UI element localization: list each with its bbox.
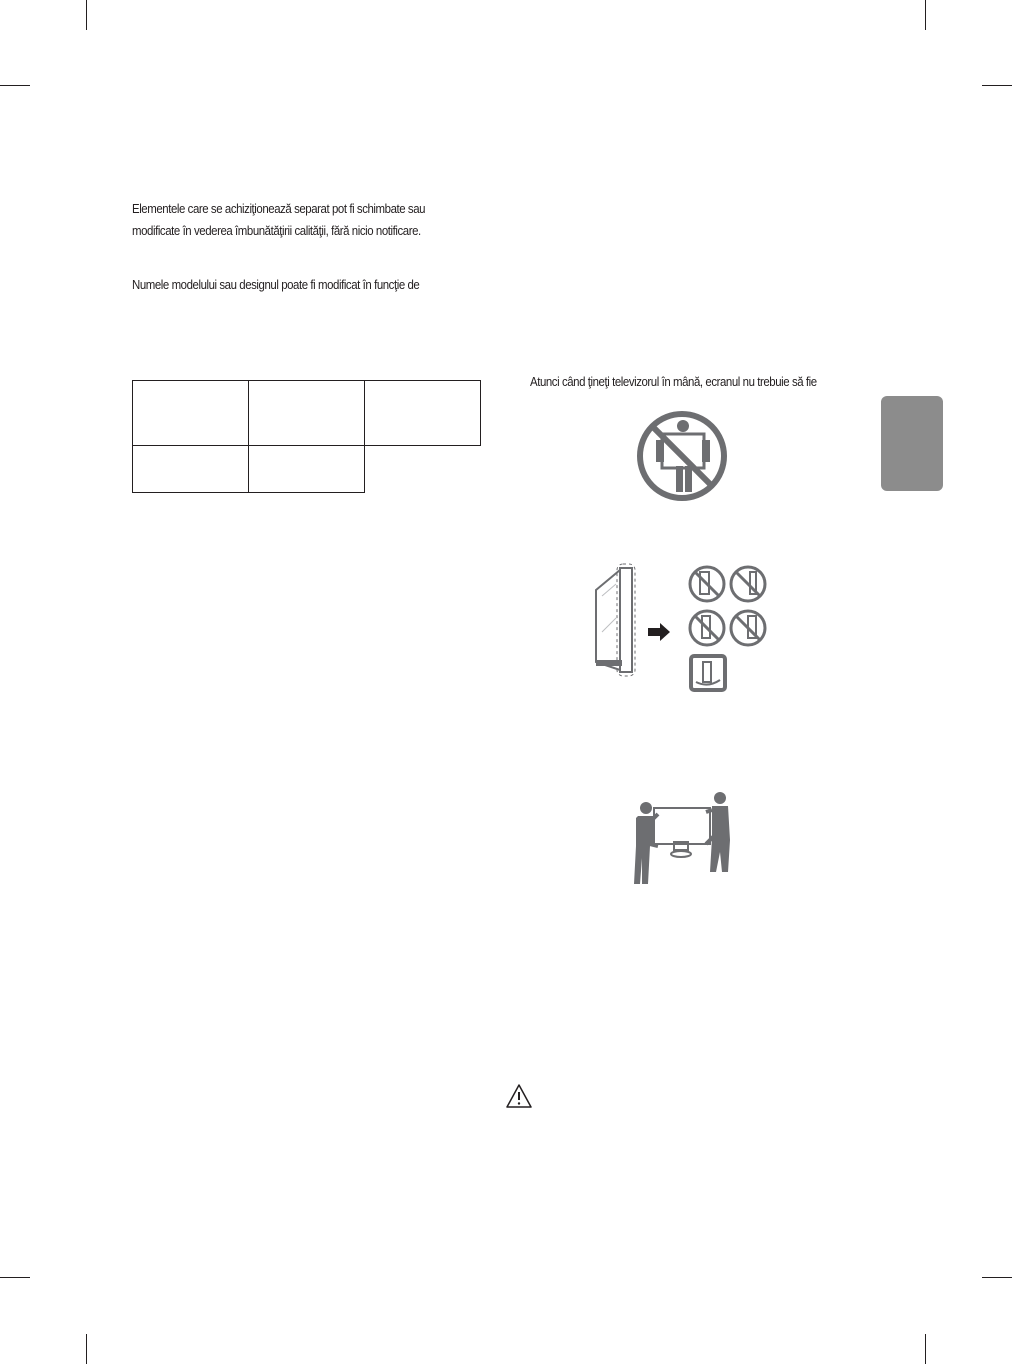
crop-mark-top-right <box>925 0 926 30</box>
paragraph-lifting-note <box>530 371 817 393</box>
paragraph-optional-items <box>132 198 425 242</box>
grip-wrong-2 <box>731 567 765 601</box>
crop-mark-bottom-right <box>925 1334 926 1364</box>
table-cell <box>365 381 481 446</box>
paragraph-model-name <box>132 274 419 296</box>
grip-correct <box>691 656 725 690</box>
table-cell <box>133 381 249 446</box>
no-hold-screen-icon <box>636 410 728 502</box>
table-cell <box>249 381 365 446</box>
paragraph-line: Numele modelului sau designul poate fi modificat în funcţie de <box>132 277 420 292</box>
table-row <box>133 446 481 493</box>
paragraph-line: Atunci când ţineţi televizorul în mână, ecranul nu trebuie să fie <box>530 374 817 389</box>
table-cell <box>133 446 249 493</box>
language-tab <box>881 396 943 491</box>
crop-mark-bottom-right-h <box>982 1277 1012 1278</box>
accessories-table <box>132 380 481 493</box>
table-row <box>133 381 481 446</box>
grip-wrong-3 <box>690 611 724 645</box>
crop-mark-bottom-left <box>86 1334 87 1364</box>
grip-examples-icon <box>590 562 770 696</box>
crop-mark-top-right-h <box>982 85 1012 86</box>
two-person-carry-icon <box>630 788 736 886</box>
grip-wrong-4 <box>731 611 765 645</box>
crop-mark-top-left <box>86 0 87 30</box>
paragraph-line: modificate în vederea îmbunătăţirii calităţii, fără nicio notificare. <box>132 223 421 238</box>
grip-wrong-1 <box>690 567 724 601</box>
table-cell <box>249 446 365 493</box>
crop-mark-bottom-left-h <box>0 1277 30 1278</box>
crop-mark-top-left-h <box>0 85 30 86</box>
table-cell-empty <box>365 446 481 493</box>
paragraph-line: Elementele care se achiziţionează separat pot fi schimbate sau <box>132 201 426 216</box>
warning-triangle-icon <box>505 1083 533 1109</box>
